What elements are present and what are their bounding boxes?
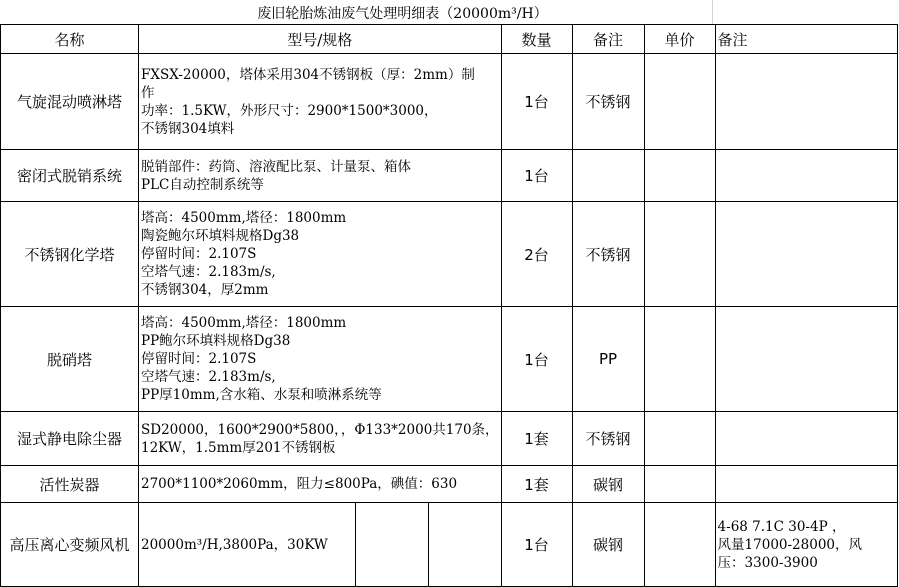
title-row [0, 0, 899, 24]
spec-subcell [355, 503, 428, 586]
cell-spec[interactable] [139, 503, 502, 587]
cell-price[interactable] [644, 150, 715, 202]
header-qty[interactable]: 数量 [501, 25, 572, 54]
cell-price[interactable] [644, 307, 715, 412]
cell-qty[interactable]: 1套 [501, 466, 572, 503]
cell-spec[interactable] [139, 54, 502, 150]
cell-spec[interactable] [139, 150, 502, 202]
cell-price[interactable] [644, 202, 715, 307]
remark-line: 压：3300-3900 [717, 554, 818, 571]
spec-line: 作 [141, 84, 155, 101]
cell-note[interactable]: 碳钢 [572, 466, 644, 503]
cell-price[interactable] [644, 54, 715, 150]
cell-note[interactable]: 不锈钢 [572, 202, 644, 307]
header-remark[interactable]: 备注 [715, 25, 897, 54]
cell-remark[interactable] [715, 202, 897, 307]
header-note[interactable]: 备注 [572, 25, 644, 54]
table-row [1, 202, 898, 307]
spec-subcell [428, 503, 501, 586]
header-price[interactable]: 单价 [644, 25, 715, 54]
cell-price[interactable] [644, 412, 715, 466]
grid-line [712, 0, 713, 24]
spec-line: 12KW，1.5mm厚201不锈钢板 [141, 439, 336, 456]
cell-spec[interactable] [139, 412, 502, 466]
spec-line: PP厚10mm,含水箱、水泵和喷淋系统等 [141, 387, 382, 403]
cell-qty[interactable]: 1套 [501, 412, 572, 466]
spec-line: 20000m³/H,3800Pa，30KW [141, 536, 328, 553]
cell-remark[interactable] [715, 150, 897, 202]
cell-spec[interactable] [139, 307, 502, 412]
table-row [1, 307, 898, 412]
spec-line: PP鲍尔环填料规格Dg38 [141, 333, 291, 349]
spec-line: 空塔气速：2.183m/s, [141, 264, 276, 280]
cell-spec[interactable] [139, 466, 502, 503]
spec-line: FXSX-20000，塔体采用304不锈钢板（厚：2mm）制 [141, 66, 475, 83]
table-row [1, 412, 898, 466]
detail-table [0, 24, 898, 587]
sheet-title[interactable]: 废旧轮胎炼油废气处理明细表（20000m³/H） [257, 6, 548, 22]
spec-line: 2700*1100*2060mm，阻力≤800Pa，碘值：630 [141, 476, 458, 492]
spec-line: 不锈钢304，厚2mm [141, 282, 269, 298]
spec-line: 功率：1.5KW，外形尺寸：2900*1500*3000， [141, 102, 438, 119]
cell-note[interactable]: 不锈钢 [572, 54, 644, 150]
spec-line: 陶瓷鲍尔环填料规格Dg38 [141, 228, 300, 244]
spec-subcells [139, 503, 501, 586]
cell-name[interactable]: 不锈钢化学塔 [1, 202, 139, 307]
spec-line: 空塔气速：2.183m/s, [141, 369, 276, 385]
cell-note[interactable]: PP [572, 307, 644, 412]
spec-line: PLC自动控制系统等 [141, 176, 264, 193]
spec-line: 塔高：4500mm,塔径：1800mm [141, 315, 347, 331]
cell-qty[interactable]: 1台 [501, 54, 572, 150]
cell-name[interactable]: 高压离心变频风机 [1, 503, 139, 587]
cell-remark[interactable] [715, 307, 897, 412]
cell-note[interactable]: 不锈钢 [572, 412, 644, 466]
cell-note[interactable]: 碳钢 [572, 503, 644, 587]
table-row [1, 54, 898, 150]
header-name[interactable]: 名称 [1, 25, 139, 54]
remark-line: 风量17000-28000，风 [717, 536, 862, 553]
spec-line: 脱销部件：药筒、溶液配比泵、计量泵、箱体 [141, 158, 411, 175]
table-row [1, 503, 898, 587]
table-row [1, 466, 898, 503]
cell-note[interactable] [572, 150, 644, 202]
cell-name[interactable]: 活性炭器 [1, 466, 139, 503]
spec-line: 塔高：4500mm,塔径：1800mm [141, 210, 347, 226]
cell-remark[interactable] [715, 54, 897, 150]
cell-name[interactable]: 气旋混动喷淋塔 [1, 54, 139, 150]
cell-qty[interactable]: 1台 [501, 503, 572, 587]
cell-remark[interactable] [715, 412, 897, 466]
table-row [1, 150, 898, 202]
remark-line: 4-68 7.1C 30-4P ， [717, 518, 846, 535]
cell-qty[interactable]: 1台 [501, 150, 572, 202]
cell-price[interactable] [644, 503, 715, 587]
cell-qty[interactable]: 1台 [501, 307, 572, 412]
cell-name[interactable]: 湿式静电除尘器 [1, 412, 139, 466]
spec-line: 不锈钢304填料 [141, 120, 235, 137]
header-spec[interactable]: 型号/规格 [139, 25, 502, 54]
spec-line: 停留时间：2.107S [141, 246, 257, 262]
spec-line: SD20000，1600*2900*5800，，Φ133*2000共170条， [141, 421, 499, 438]
cell-price[interactable] [644, 466, 715, 503]
cell-remark[interactable] [715, 503, 897, 587]
cell-name[interactable]: 密闭式脱销系统 [1, 150, 139, 202]
header-row [1, 25, 898, 54]
cell-remark[interactable] [715, 466, 897, 503]
cell-qty[interactable]: 2台 [501, 202, 572, 307]
cell-spec[interactable] [139, 202, 502, 307]
cell-name[interactable]: 脱硝塔 [1, 307, 139, 412]
spec-line: 停留时间：2.107S [141, 351, 257, 367]
